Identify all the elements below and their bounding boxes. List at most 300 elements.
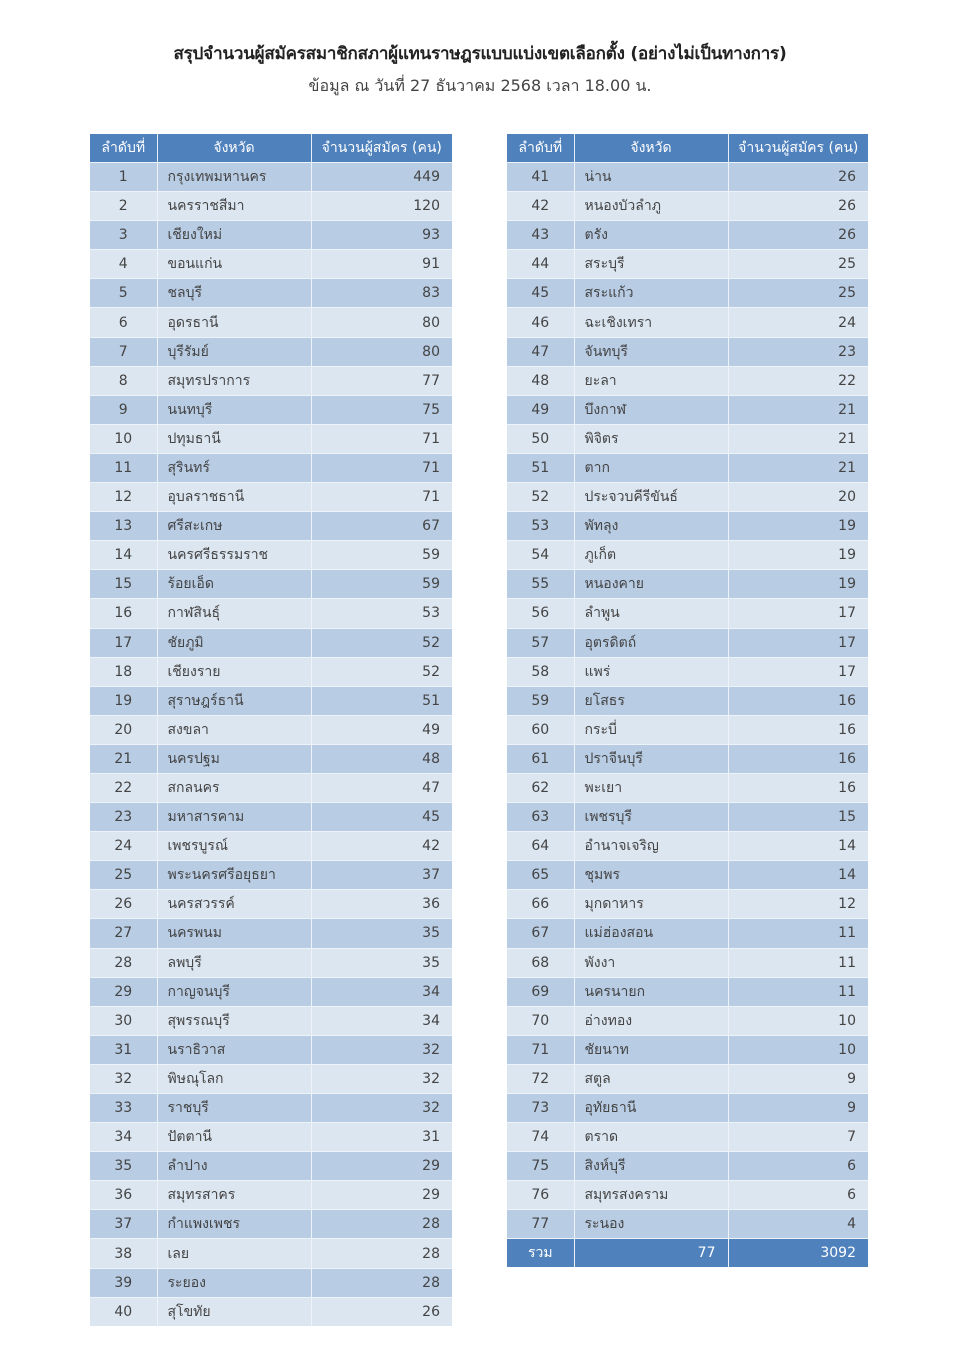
count-cell: 19 [728,512,868,541]
table-row [507,1064,868,1093]
table-row [507,803,868,832]
rank-cell: 75 [507,1152,574,1181]
rank-cell: 30 [90,1006,157,1035]
table-row [90,1181,452,1210]
count-cell: 77 [311,366,452,395]
count-cell: 6 [728,1152,868,1181]
rank-cell: 48 [507,366,574,395]
count-cell: 26 [728,163,868,192]
rank-cell: 23 [90,803,157,832]
count-cell: 6 [728,1181,868,1210]
province-cell: สิงห์บุรี [574,1152,728,1181]
count-cell: 45 [311,803,452,832]
table-row [507,1181,868,1210]
rank-cell: 54 [507,541,574,570]
province-cell: ระนอง [574,1210,728,1239]
count-cell: 34 [311,977,452,1006]
table-row [90,803,452,832]
count-cell: 25 [728,279,868,308]
province-cell: สุพรรณบุรี [157,1006,311,1035]
count-cell: 11 [728,977,868,1006]
table-row [90,1152,452,1181]
rank-cell: 55 [507,570,574,599]
column-header-province: จังหวัด [157,134,311,163]
table-row [90,948,452,977]
candidates-table-left [90,134,452,1326]
rank-cell: 61 [507,744,574,773]
column-header-count: จำนวนผู้สมัคร (คน) [311,134,452,163]
province-cell: อ่างทอง [574,1006,728,1035]
count-cell: 15 [728,803,868,832]
table-row [90,453,452,482]
count-cell: 16 [728,773,868,802]
page-subtitle: ข้อมูล ณ วันที่ 27 ธันวาคม 2568 เวลา 18.00 น. [308,76,652,95]
table-row [90,744,452,773]
rank-cell: 34 [90,1123,157,1152]
province-cell: สระแก้ว [574,279,728,308]
province-cell: ยโสธร [574,686,728,715]
rank-cell: 59 [507,686,574,715]
count-cell: 17 [728,657,868,686]
rank-cell: 57 [507,628,574,657]
table-row [507,919,868,948]
count-cell: 10 [728,1006,868,1035]
rank-cell: 45 [507,279,574,308]
count-cell: 16 [728,744,868,773]
table-row [507,657,868,686]
table-row [90,832,452,861]
province-cell: ฉะเชิงเทรา [574,308,728,337]
count-cell: 449 [311,163,452,192]
rank-cell: 27 [90,919,157,948]
province-cell: หนองคาย [574,570,728,599]
rank-cell: 51 [507,453,574,482]
table-row [90,192,452,221]
province-cell: บุรีรัมย์ [157,337,311,366]
province-cell: พะเยา [574,773,728,802]
rank-cell: 56 [507,599,574,628]
province-cell: หนองบัวลำภู [574,192,728,221]
table-row [90,395,452,424]
rank-cell: 32 [90,1064,157,1093]
table-row [507,483,868,512]
table-row [507,163,868,192]
province-cell: ประจวบคีรีขันธ์ [574,483,728,512]
rank-cell: 19 [90,686,157,715]
total-count: 3092 [728,1239,868,1268]
count-cell: 28 [311,1268,452,1297]
table-row [507,686,868,715]
rank-cell: 71 [507,1035,574,1064]
rank-cell: 63 [507,803,574,832]
rank-cell: 14 [90,541,157,570]
rank-cell: 73 [507,1094,574,1123]
table-row [90,1239,452,1268]
count-cell: 47 [311,773,452,802]
count-cell: 71 [311,483,452,512]
count-cell: 71 [311,424,452,453]
rank-cell: 65 [507,861,574,890]
province-cell: ตาก [574,453,728,482]
rank-cell: 49 [507,395,574,424]
rank-cell: 47 [507,337,574,366]
table-row [90,1297,452,1326]
count-cell: 19 [728,570,868,599]
count-cell: 32 [311,1035,452,1064]
rank-cell: 16 [90,599,157,628]
count-cell: 20 [728,483,868,512]
province-cell: มุกดาหาร [574,890,728,919]
province-cell: นราธิวาส [157,1035,311,1064]
rank-cell: 50 [507,424,574,453]
count-cell: 4 [728,1210,868,1239]
rank-cell: 70 [507,1006,574,1035]
province-cell: ชลบุรี [157,279,311,308]
table-row [90,686,452,715]
count-cell: 83 [311,279,452,308]
province-cell: เพชรบุรี [574,803,728,832]
province-cell: ยะลา [574,366,728,395]
count-cell: 16 [728,715,868,744]
count-cell: 75 [311,395,452,424]
table-row [507,512,868,541]
count-cell: 49 [311,715,452,744]
table-header-row [90,134,452,163]
province-cell: สมุทรปราการ [157,366,311,395]
count-cell: 59 [311,541,452,570]
rank-cell: 76 [507,1181,574,1210]
count-cell: 34 [311,1006,452,1035]
province-cell: เชียงใหม่ [157,221,311,250]
count-cell: 29 [311,1152,452,1181]
table-row [90,977,452,1006]
table-row [507,977,868,1006]
table-row [507,308,868,337]
count-cell: 14 [728,861,868,890]
rank-cell: 5 [90,279,157,308]
province-cell: ตรัง [574,221,728,250]
count-cell: 80 [311,308,452,337]
table-row [507,744,868,773]
count-cell: 67 [311,512,452,541]
province-cell: สุราษฎร์ธานี [157,686,311,715]
rank-cell: 13 [90,512,157,541]
rank-cell: 8 [90,366,157,395]
rank-cell: 72 [507,1064,574,1093]
rank-cell: 40 [90,1297,157,1326]
rank-cell: 20 [90,715,157,744]
count-cell: 42 [311,832,452,861]
table-row [90,424,452,453]
province-cell: มหาสารคาม [157,803,311,832]
province-cell: อุทัยธานี [574,1094,728,1123]
table-row [90,163,452,192]
table-row [507,948,868,977]
province-cell: นครนายก [574,977,728,1006]
count-cell: 26 [728,192,868,221]
rank-cell: 31 [90,1035,157,1064]
table-row [90,1006,452,1035]
table-row [507,1035,868,1064]
province-cell: กำแพงเพชร [157,1210,311,1239]
total-provinces: 77 [574,1239,728,1268]
table-row [90,1210,452,1239]
count-cell: 21 [728,453,868,482]
rank-cell: 39 [90,1268,157,1297]
table-body-left [90,163,452,1326]
rank-cell: 24 [90,832,157,861]
total-label: รวม [507,1239,574,1268]
count-cell: 17 [728,628,868,657]
table-row [90,279,452,308]
rank-cell: 60 [507,715,574,744]
province-cell: สระบุรี [574,250,728,279]
rank-cell: 26 [90,890,157,919]
count-cell: 26 [311,1297,452,1326]
table-row [90,657,452,686]
province-cell: พัทลุง [574,512,728,541]
table-row [90,337,452,366]
rank-cell: 74 [507,1123,574,1152]
table-row [90,308,452,337]
province-cell: กาญจนบุรี [157,977,311,1006]
province-cell: แม่ฮ่องสอน [574,919,728,948]
rank-cell: 36 [90,1181,157,1210]
province-cell: กาฬสินธุ์ [157,599,311,628]
table-row [90,483,452,512]
province-cell: นครปฐม [157,744,311,773]
table-row [90,366,452,395]
count-cell: 51 [311,686,452,715]
province-cell: พิจิตร [574,424,728,453]
province-cell: สกลนคร [157,773,311,802]
count-cell: 14 [728,832,868,861]
rank-cell: 1 [90,163,157,192]
province-cell: นครศรีธรรมราช [157,541,311,570]
province-cell: อุบลราชธานี [157,483,311,512]
table-row [90,512,452,541]
count-cell: 11 [728,948,868,977]
count-cell: 21 [728,395,868,424]
province-cell: ลำปาง [157,1152,311,1181]
count-cell: 31 [311,1123,452,1152]
province-cell: นครพนม [157,919,311,948]
count-cell: 28 [311,1210,452,1239]
table-body-right [507,163,868,1239]
rank-cell: 6 [90,308,157,337]
province-cell: ลำพูน [574,599,728,628]
candidates-table-right [507,134,868,1267]
province-cell: ร้อยเอ็ด [157,570,311,599]
table-row [90,773,452,802]
table-row [90,861,452,890]
province-cell: ศรีสะเกษ [157,512,311,541]
count-cell: 21 [728,424,868,453]
count-cell: 37 [311,861,452,890]
rank-cell: 38 [90,1239,157,1268]
table-row [507,832,868,861]
column-header-rank: ลำดับที่ [90,134,157,163]
province-cell: กระบี่ [574,715,728,744]
table-row [507,1094,868,1123]
rank-cell: 37 [90,1210,157,1239]
table-row [90,919,452,948]
province-cell: พิษณุโลก [157,1064,311,1093]
table-header-row [507,134,868,163]
table-row [90,599,452,628]
count-cell: 28 [311,1239,452,1268]
province-cell: สมุทรสาคร [157,1181,311,1210]
total-row [507,1239,868,1268]
province-cell: เลย [157,1239,311,1268]
province-cell: ราชบุรี [157,1094,311,1123]
table-row [507,1123,868,1152]
province-cell: ลพบุรี [157,948,311,977]
table-row [90,1064,452,1093]
rank-cell: 4 [90,250,157,279]
table-row [507,453,868,482]
table-row [507,250,868,279]
table-row [90,221,452,250]
province-cell: นครสวรรค์ [157,890,311,919]
rank-cell: 11 [90,453,157,482]
rank-cell: 25 [90,861,157,890]
rank-cell: 33 [90,1094,157,1123]
rank-cell: 22 [90,773,157,802]
count-cell: 26 [728,221,868,250]
count-cell: 53 [311,599,452,628]
rank-cell: 35 [90,1152,157,1181]
rank-cell: 52 [507,483,574,512]
rank-cell: 62 [507,773,574,802]
count-cell: 29 [311,1181,452,1210]
province-cell: สมุทรสงคราม [574,1181,728,1210]
province-cell: ชุมพร [574,861,728,890]
count-cell: 25 [728,250,868,279]
table-row [90,541,452,570]
table-row [90,1123,452,1152]
count-cell: 59 [311,570,452,599]
rank-cell: 42 [507,192,574,221]
province-cell: ชัยภูมิ [157,628,311,657]
rank-cell: 64 [507,832,574,861]
count-cell: 24 [728,308,868,337]
province-cell: อุดรธานี [157,308,311,337]
province-cell: สตูล [574,1064,728,1093]
rank-cell: 21 [90,744,157,773]
count-cell: 9 [728,1094,868,1123]
table-row [90,628,452,657]
rank-cell: 2 [90,192,157,221]
count-cell: 35 [311,948,452,977]
column-header-rank: ลำดับที่ [507,134,574,163]
province-cell: สุโขทัย [157,1297,311,1326]
rank-cell: 67 [507,919,574,948]
province-cell: ตราด [574,1123,728,1152]
table-row [507,1006,868,1035]
count-cell: 16 [728,686,868,715]
rank-cell: 58 [507,657,574,686]
rank-cell: 69 [507,977,574,1006]
province-cell: แพร่ [574,657,728,686]
count-cell: 10 [728,1035,868,1064]
table-row [507,337,868,366]
count-cell: 11 [728,919,868,948]
province-cell: ชัยนาท [574,1035,728,1064]
count-cell: 22 [728,366,868,395]
count-cell: 93 [311,221,452,250]
province-cell: ปัตตานี [157,1123,311,1152]
province-cell: น่าน [574,163,728,192]
table-row [507,221,868,250]
table-row [507,366,868,395]
table-row [507,395,868,424]
count-cell: 17 [728,599,868,628]
page-title: สรุปจำนวนผู้สมัครสมาชิกสภาผู้แทนราษฎรแบบแบ่งเขตเลือกตั้ง (อย่างไม่เป็นทางการ) [173,44,787,64]
rank-cell: 53 [507,512,574,541]
table-row [507,279,868,308]
table-row [90,570,452,599]
count-cell: 19 [728,541,868,570]
count-cell: 32 [311,1064,452,1093]
rank-cell: 46 [507,308,574,337]
province-cell: เชียงราย [157,657,311,686]
rank-cell: 66 [507,890,574,919]
count-cell: 35 [311,919,452,948]
count-cell: 48 [311,744,452,773]
count-cell: 52 [311,657,452,686]
count-cell: 9 [728,1064,868,1093]
table-row [507,890,868,919]
province-cell: ปทุมธานี [157,424,311,453]
table-row [90,1094,452,1123]
province-cell: นครราชสีมา [157,192,311,221]
province-cell: อุตรดิตถ์ [574,628,728,657]
province-cell: อำนาจเจริญ [574,832,728,861]
table-row [507,628,868,657]
province-cell: นนทบุรี [157,395,311,424]
table-row [507,1210,868,1239]
table-row [90,1035,452,1064]
rank-cell: 15 [90,570,157,599]
table-row [507,541,868,570]
table-row [507,599,868,628]
table-row [507,1152,868,1181]
table-row [90,890,452,919]
count-cell: 52 [311,628,452,657]
rank-cell: 7 [90,337,157,366]
province-cell: ขอนแก่น [157,250,311,279]
rank-cell: 68 [507,948,574,977]
rank-cell: 3 [90,221,157,250]
province-cell: พระนครศรีอยุธยา [157,861,311,890]
column-header-count: จำนวนผู้สมัคร (คน) [728,134,868,163]
table-row [507,192,868,221]
province-cell: ปราจีนบุรี [574,744,728,773]
count-cell: 36 [311,890,452,919]
province-cell: สงขลา [157,715,311,744]
rank-cell: 41 [507,163,574,192]
rank-cell: 12 [90,483,157,512]
count-cell: 120 [311,192,452,221]
rank-cell: 28 [90,948,157,977]
rank-cell: 10 [90,424,157,453]
count-cell: 71 [311,453,452,482]
count-cell: 7 [728,1123,868,1152]
table-row [90,715,452,744]
table-row [507,424,868,453]
rank-cell: 18 [90,657,157,686]
